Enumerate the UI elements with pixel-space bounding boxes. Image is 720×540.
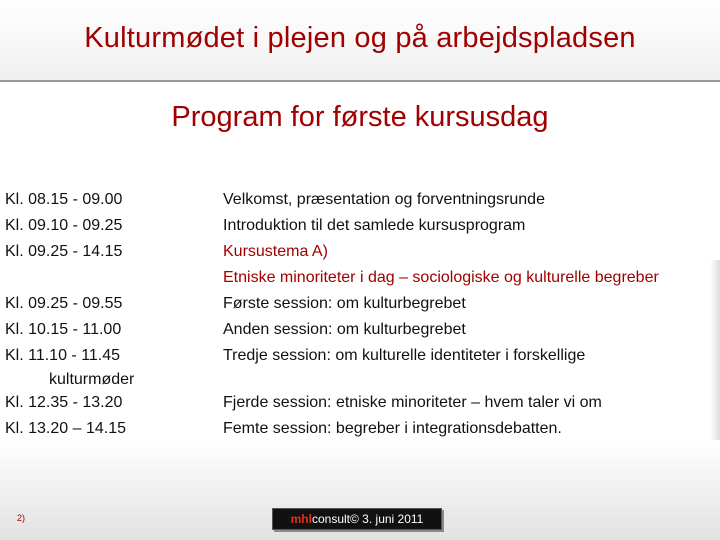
time-slot: Kl. 10.15 - 11.00: [5, 321, 122, 338]
time-slot: Kl. 11.10 - 11.45: [5, 347, 121, 364]
time-slot: Kl. 12.35 - 13.20: [5, 394, 123, 411]
slide-subtitle: Program for første kursusdag: [171, 101, 549, 133]
program-item: Velkomst, præsentation og forventningsrunde: [223, 191, 545, 208]
time-slot: Kl. 09.10 - 09.25: [5, 217, 123, 234]
footer-text: consult© 3. juni 2011: [311, 512, 424, 526]
program-item: Anden session: om kulturbegrebet: [223, 321, 466, 338]
time-slot: Kl. 09.25 - 09.55: [5, 295, 123, 312]
program-item: Fjerde session: etniske minoriteter – hvem taler vi om: [223, 394, 602, 411]
time-slot: Kl. 08.15 - 09.00: [5, 191, 123, 208]
time-slot: Kl. 13.20 – 14.15: [5, 420, 126, 437]
time-column: [5, 187, 210, 442]
program-column: [223, 187, 718, 442]
slide-title: Kulturmødet i plejen og på arbejdspladsen: [84, 22, 636, 54]
program-item: Tredje session: om kulturelle identiteter i forskellige: [223, 347, 586, 364]
time-continuation: kulturmøder: [49, 371, 135, 388]
brand-mark: mhl: [290, 512, 312, 526]
program-item: Første session: om kulturbegrebet: [223, 295, 466, 312]
program-item: Introduktion til det samlede kursusprogram: [223, 217, 526, 234]
page-number: 2): [17, 513, 26, 523]
program-theme-title: Etniske minoriteter i dag – sociologiske og kulturelle begreber: [223, 269, 659, 286]
program-item: Femte session: begreber i integrationsdebatten.: [223, 420, 562, 437]
footer-badge: [272, 508, 442, 530]
time-slot: Kl. 09.25 - 14.15: [5, 243, 123, 260]
program-gap: [223, 369, 718, 390]
time-gap: [5, 265, 210, 291]
program-theme: Kursustema A): [223, 243, 328, 260]
